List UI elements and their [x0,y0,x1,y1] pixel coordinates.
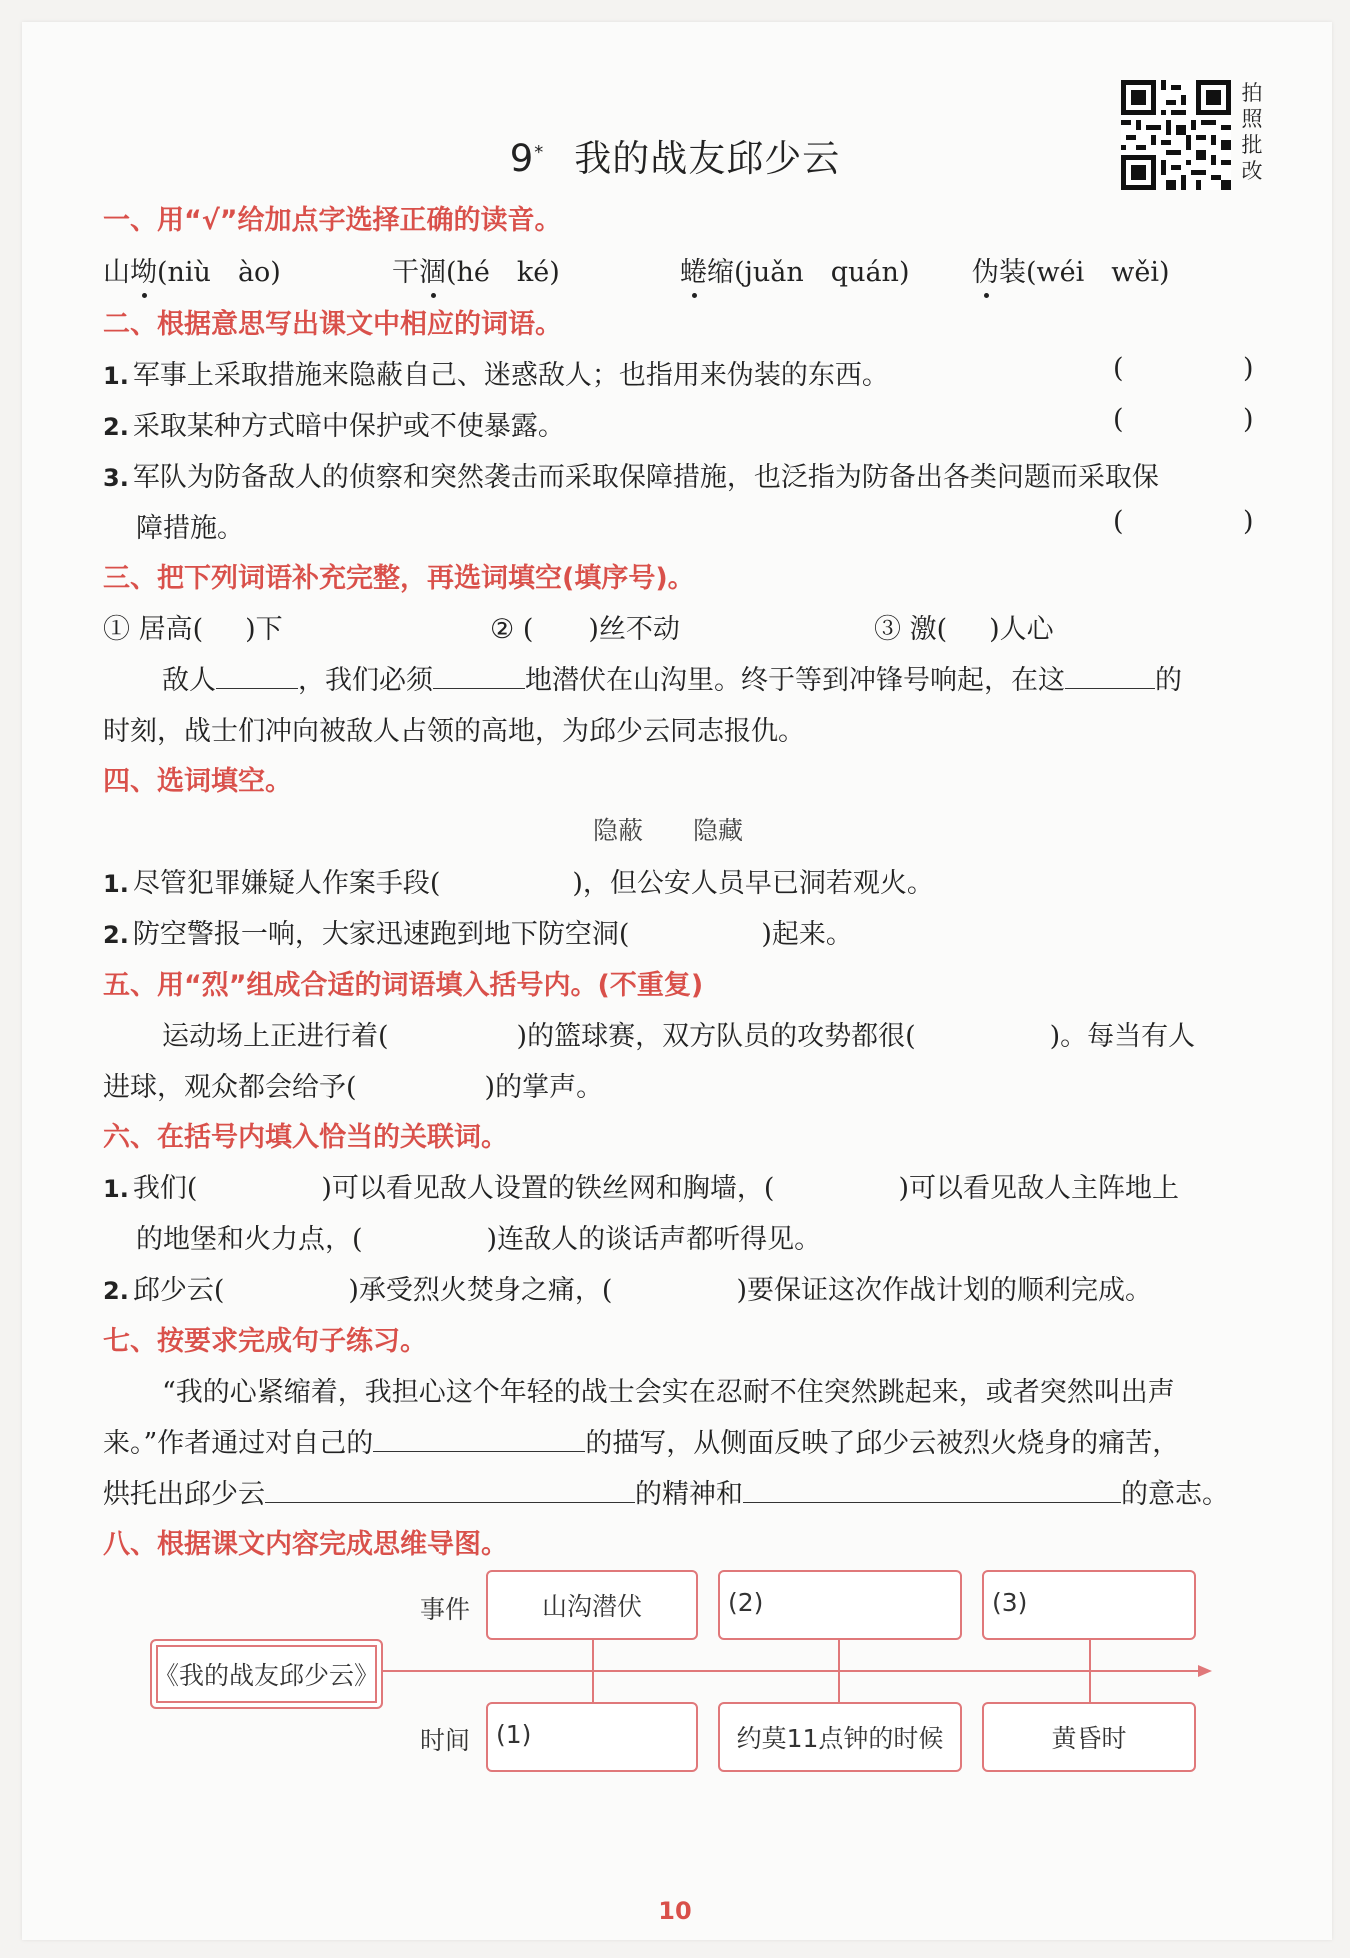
root-node: 《我的战友邱少云》 [150,1639,383,1709]
question-6-1-cont: 的地堡和火力点，( )连敌人的谈话声都听得见。 [136,1224,822,1255]
word-choices: 隐蔽 隐藏 [593,816,744,845]
paragraph-5-line-1: 运动场上正进行着( )的篮球赛，双方队员的攻势都很( )。每当有人 [162,1021,1196,1052]
answer-blank[interactable] [265,1476,635,1503]
lesson-mark: * [534,141,545,163]
pinyin-item-3: 蜷缩(juǎn quán) [680,257,910,288]
question-2-1: 1. 军事上采取措施来隐蔽自己、迷惑敌人；也指用来伪装的东西。 [103,360,889,391]
event-node-2[interactable]: (2) [718,1570,962,1640]
paragraph-7-line-1: “我的心紧缩着，我担心这个年轻的战士会实在忍耐不住突然跳起来，或者突然叫出声 [162,1377,1175,1408]
answer-blank[interactable] [433,662,525,689]
paragraph-5-line-2: 进球，观众都会给予( )的掌声。 [103,1072,604,1103]
section7-heading: 七、按要求完成句子练习。 [103,1326,427,1357]
idiom-3: ③ 激( )人心 [874,614,1054,645]
section1-heading: 一、用“√”给加点字选择正确的读音。 [103,205,562,236]
arrow-head-icon [1198,1663,1214,1679]
answer-bracket-close: ) [1243,353,1254,384]
answer-blank[interactable] [216,662,298,689]
section2-heading: 二、根据意思写出课文中相应的词语。 [103,309,562,340]
fill-paragraph-line-2: 时刻，战士们冲向被敌人占领的高地，为邱少云同志报仇。 [103,716,805,747]
paragraph-7-line-3: 烘托出邱少云 的精神和 的意志。 [103,1472,1229,1511]
dotted-char: 蜷 [680,257,707,288]
event-label: 事件 [420,1595,471,1624]
paragraph-7-line-2: 来。”作者通过对自己的 的描写，从侧面反映了邱少云被烈火烧身的痛苦， [103,1421,1179,1460]
section8-heading: 八、根据课文内容完成思维导图。 [103,1529,508,1560]
connector-line [1089,1640,1091,1704]
question-4-1: 1. 尽管犯罪嫌疑人作案手段( )，但公安人员早已洞若观火。 [103,868,934,899]
question-2-2: 2. 采取某种方式暗中保护或不使暴露。 [103,411,565,442]
pinyin-item-4: 伪装(wéi wěi) [972,257,1170,288]
answer-bracket-open: ( [1113,353,1124,384]
section6-heading: 六、在括号内填入恰当的关联词。 [103,1122,508,1153]
answer-blank[interactable] [1065,662,1155,689]
qr-caption: 拍照批改 [1241,81,1263,183]
answer-bracket-close: ) [1243,506,1254,537]
qr-code-icon[interactable] [1121,80,1231,190]
idiom-1: ① 居高( )下 [103,614,283,645]
question-4-2: 2. 防空警报一响，大家迅速跑到地下防空洞( )起来。 [103,919,853,950]
section5-heading: 五、用“烈”组成合适的词语填入括号内。(不重复) [103,970,704,1001]
question-6-1: 1. 我们( )可以看见敌人设置的铁丝网和胸墙，( )可以看见敌人主阵地上 [103,1173,1179,1204]
question-2-3-cont: 障措施。 [136,513,244,544]
time-label: 时间 [420,1726,471,1755]
pinyin-item-1: 山坳(niù ào) [103,257,281,288]
time-node-3: 黄昏时 [982,1702,1196,1772]
question-6-2: 2. 邱少云( )承受烈火焚身之痛，( )要保证这次作战计划的顺利完成。 [103,1275,1152,1306]
connector-line [838,1640,840,1704]
section4-heading: 四、选词填空。 [103,766,292,797]
dotted-char: 涸 [419,257,446,288]
event-node-1: 山沟潜伏 [486,1570,698,1640]
lesson-number: 9 [509,137,535,180]
idiom-2: ② ( )丝不动 [490,614,680,645]
answer-blank[interactable] [743,1476,1121,1503]
time-node-1[interactable]: (1) [486,1702,698,1772]
time-node-2: 约莫11点钟的时候 [718,1702,962,1772]
answer-bracket-open: ( [1113,506,1124,537]
page-number: 10 [658,1897,692,1925]
event-node-3[interactable]: (3) [982,1570,1196,1640]
section3-heading: 三、把下列词语补充完整，再选词填空(填序号)。 [103,563,695,594]
answer-blank[interactable] [373,1425,585,1452]
connector-line [592,1640,594,1704]
dotted-char: 坳 [130,257,157,288]
timeline-axis [383,1670,1203,1672]
pinyin-item-2: 干涸(hé ké) [392,257,560,288]
lesson-title: 我的战友邱少云 [574,137,841,180]
fill-paragraph-line-1: 敌人 ，我们必须 地潜伏在山沟里。终于等到冲锋号响起，在这 的 [162,658,1182,697]
question-2-3: 3. 军队为防备敌人的侦察和突然袭击而采取保障措施，也泛指为防备出各类问题而采取保 [103,462,1159,493]
dotted-char: 伪 [972,257,999,288]
answer-bracket-close: ) [1243,404,1254,435]
answer-bracket-open: ( [1113,404,1124,435]
